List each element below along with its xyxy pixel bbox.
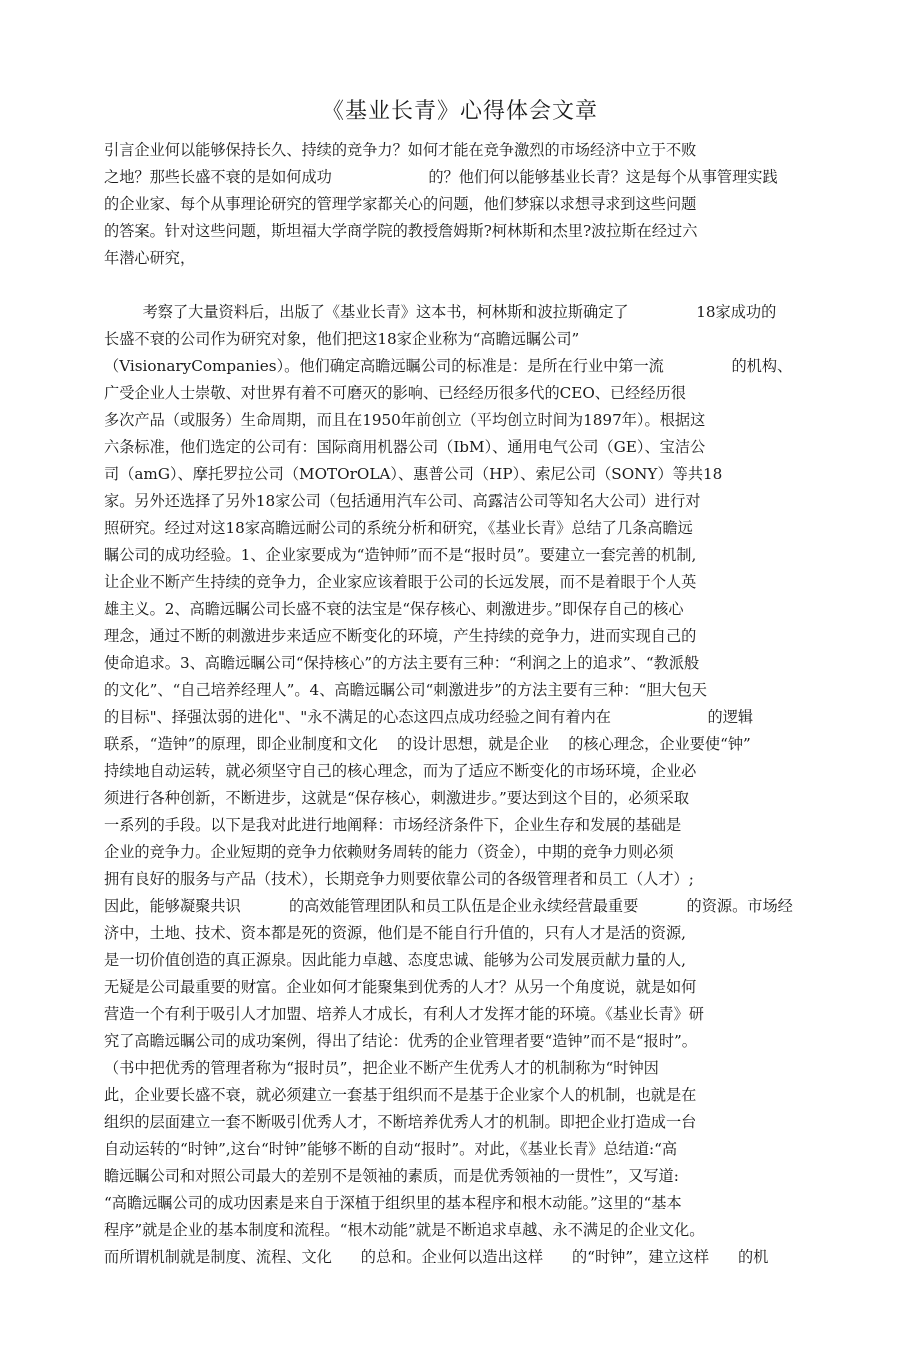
text-line: 一系列的手段。以下是我对此进行地阐释：市场经济条件下，企业生存和发展的基础是 <box>104 816 682 834</box>
text-line: 究了高瞻远瞩公司的成功案例，得出了结论：优秀的企业管理者要“造钟”而不是“报时”。 <box>104 1032 697 1050</box>
text-line: 之地？那些长盛不衰的是如何成功 的？他们何以能够基业长青？这是每个从事管理实践 <box>104 168 778 186</box>
text-line: 组织的层面建立一套不断吸引优秀人才，不断培养优秀人才的机制。即把企业打造成一台 <box>104 1113 697 1131</box>
text-line: 无疑是公司最重要的财富。企业如何才能聚集到优秀的人才？从另一个角度说，就是如何 <box>104 978 697 996</box>
text-line: 考察了大量资料后，出版了《基业长青》这本书，柯林斯和波拉斯确定了 18家成功的 <box>104 303 777 321</box>
text-line: 照研究。经过对这18家高瞻远耐公司的系统分析和研究，《基业长青》总结了几条高瞻远 <box>104 519 693 537</box>
text-line: 司（amG）、摩托罗拉公司（MOTOrOLA）、惠普公司（HP）、索尼公司（SONY）等共18 <box>104 465 723 483</box>
text-line: 的文化”、“自己培养经理人”。4、高瞻远瞩公司“刺激进步”的方法主要有三种：“胆大包天 <box>104 681 707 699</box>
text-line: 因此，能够凝聚共识 的高效能管理团队和员工队伍是企业永续经营最重要 的资源。市场经 <box>104 897 793 915</box>
text-line: 雄主义。2、高瞻远瞩公司长盛不衰的法宝是“保存核心、刺激进步。”即保存自己的核心 <box>104 600 684 618</box>
text-line: 企业的竞争力。企业短期的竞争力依赖财务周转的能力（资金），中期的竞争力则必须 <box>104 843 674 861</box>
text-line: 家。另外还选择了另外18家公司（包括通用汽车公司、高露洁公司等知名大公司）进行对 <box>104 492 701 510</box>
text-line: 而所谓机制就是制度、流程、文化 的总和。企业何以造出这样 的“时钟”，建立这样 的机 <box>104 1248 769 1266</box>
text-line: 的答案。针对这些问题，斯坦福大学商学院的教授詹姆斯?柯林斯和杰里?波拉斯在经过六 <box>104 222 698 240</box>
text-line: 此，企业要长盛不衰，就必须建立一套基于组织而不是基于企业家个人的机制，也就是在 <box>104 1086 697 1104</box>
text-line: 营造一个有利于吸引人才加盟、培养人才成长，有利人才发挥才能的环境。《基业长青》研 <box>104 1005 704 1023</box>
text-line: 使命追求。3、高瞻远瞩公司“保持核心”的方法主要有三种：“利润之上的追求”、“教派般 <box>104 654 700 672</box>
text-line: 六条标准，他们选定的公司有：国际商用机器公司（IbM）、通用电气公司（GE）、宝洁公 <box>104 438 706 456</box>
text-line: 瞻远瞩公司和对照公司最大的差别不是领袖的素质，而是优秀领袖的一贯性”，又写道: <box>104 1167 679 1185</box>
text-line: 多次产品（或服务）生命周期，而且在1950年前创立（平均创立时间为1897年）。根据这 <box>104 411 706 429</box>
text-line: 年潜心研究， <box>104 249 196 267</box>
text-line: 拥有良好的服务与产品（技术），长期竞争力则要依靠公司的各级管理者和员工（人才）; <box>104 870 694 888</box>
text-line: 济中，土地、技术、资本都是死的资源，他们是不能自行升值的，只有人才是活的资源, <box>104 924 686 942</box>
text-line: 的企业家、每个从事理论研究的管理学家都关心的问题，他们梦寐以求想寻求到这些问题 <box>104 195 697 213</box>
text-line: 须进行各种创新，不断进步，这就是“保存核心，刺激进步。”要达到这个目的，必须采取 <box>104 789 690 807</box>
text-line: 瞩公司的成功经验。1、企业家要成为“造钟师”而不是“报时员”。要建立一套完善的机制, <box>104 546 697 564</box>
text-line: 程序”就是企业的基本制度和流程。“根木动能”就是不断追求卓越、永不满足的企业文化。 <box>104 1221 705 1239</box>
text-line: 长盛不衰的公司作为研究对象，他们把这18家企业称为“高瞻远瞩公司” <box>104 330 580 348</box>
text-line: 的目标"、择强汰弱的进化"、"永不满足的心态这四点成功经验之间有着内在 的逻辑 <box>104 708 754 726</box>
text-line: 让企业不断产生持续的竞争力，企业家应该着眼于公司的长远发展，而不是着眼于个人英 <box>104 573 697 591</box>
text-line: 理念，通过不断的刺激进步来适应不断变化的环境，产生持续的竞争力，进而实现自己的 <box>104 627 697 645</box>
text-line: 自动运转的“时钟”,这台“时钟”能够不断的自动“报时”。对此，《基业长青》总结道:“高 <box>104 1140 678 1158</box>
text-line: （书中把优秀的管理者称为“报时员”，把企业不断产生优秀人才的机制称为“时钟因 <box>104 1059 659 1077</box>
text-line: （VisionaryCompanies）。他们确定高瞻远瞩公司的标准是：是所在行业中第一流 的机构、 <box>104 357 793 375</box>
text-line: “高瞻远瞩公司的成功因素是来自于深植于组织里的基本程序和根木动能。”这里的“基本 <box>104 1194 682 1212</box>
text-line: 是一切价值创造的真正源泉。因此能力卓越、态度忠诚、能够为公司发展贡献力量的人, <box>104 951 686 969</box>
text-line: 引言企业何以能够保持长久、持续的竞争力？如何才能在竞争激烈的市场经济中立于不败 <box>104 141 697 159</box>
text-line: 持续地自动运转，就必须坚守自己的核心理念，而为了适应不断变化的市场环境，企业必 <box>104 762 697 780</box>
text-line: 联系，“造钟”的原理，即企业制度和文化 的设计思想，就是企业 的核心理念，企业要使“钟” <box>104 735 751 753</box>
text-line: 广受企业人士崇敬、对世界有着不可磨灭的影响、已经经历很多代的CEO、已经经历很 <box>104 384 686 402</box>
document-title: 《基业长青》心得体会文章 <box>321 99 598 124</box>
